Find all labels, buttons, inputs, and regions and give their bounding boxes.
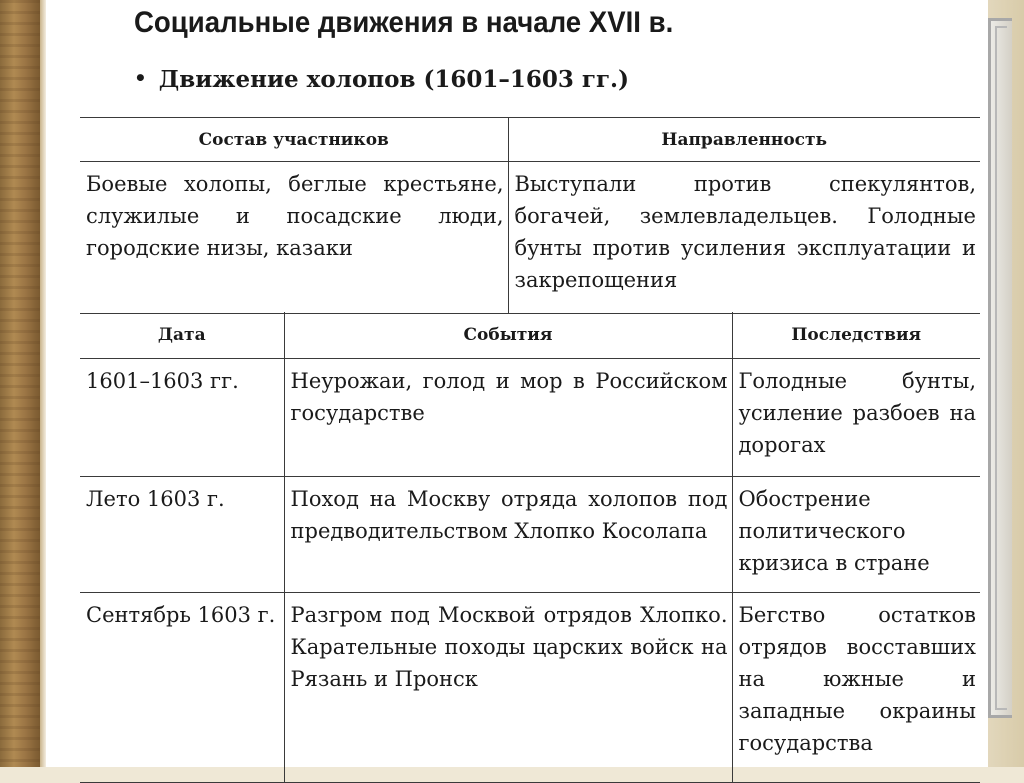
cell-result: Голодные бунты, усиление разбоев на дорогах: [732, 358, 980, 476]
slide-title: Социальные движения в начале XVII в.: [134, 6, 674, 39]
cell-date: Лето 1603 г.: [80, 476, 284, 592]
cell-date: 1601–1603 гг.: [80, 358, 284, 476]
cell-result: Бегство остатков отрядов восставших на южные и западные окраины государства: [732, 592, 980, 782]
cell-event: Неурожаи, голод и мор в Российском государстве: [284, 358, 732, 476]
cell-date: Сентябрь 1603 г.: [80, 592, 284, 782]
cell-event: Разгром под Москвой отрядов Хлопко. Карательные походы царских войск на Рязань и Пронск: [284, 592, 732, 782]
participants-table: [80, 117, 980, 314]
header-consequences: Последствия: [732, 312, 980, 358]
events-table: [80, 312, 980, 783]
right-frame-inner: [995, 26, 1007, 710]
header-participants: Состав участников: [80, 118, 508, 162]
cell-direction: Выступали против спекулянтов, богачей, землевладельцев. Голодные бунты против усиления эксплуатации и закрепощения: [508, 162, 980, 314]
left-decorative-border: [0, 0, 40, 767]
subtitle: [134, 66, 629, 93]
cell-participants: Боевые холопы, беглые крестьяне, служилые и посадские люди, городские низы, казаки: [80, 162, 508, 314]
table-row: [80, 476, 980, 592]
table-row: [80, 592, 980, 782]
cell-result: Обострение политического кризиса в стране: [732, 476, 980, 592]
header-events: События: [284, 312, 732, 358]
bullet: •: [134, 66, 147, 90]
table-row: [80, 358, 980, 476]
header-direction: Направленность: [508, 118, 980, 162]
subtitle-text: Движение холопов (1601–1603 гг.): [158, 66, 629, 93]
cell-event: Поход на Москву отряда холопов под предводительством Хлопко Косолапа: [284, 476, 732, 592]
header-date: Дата: [80, 312, 284, 358]
